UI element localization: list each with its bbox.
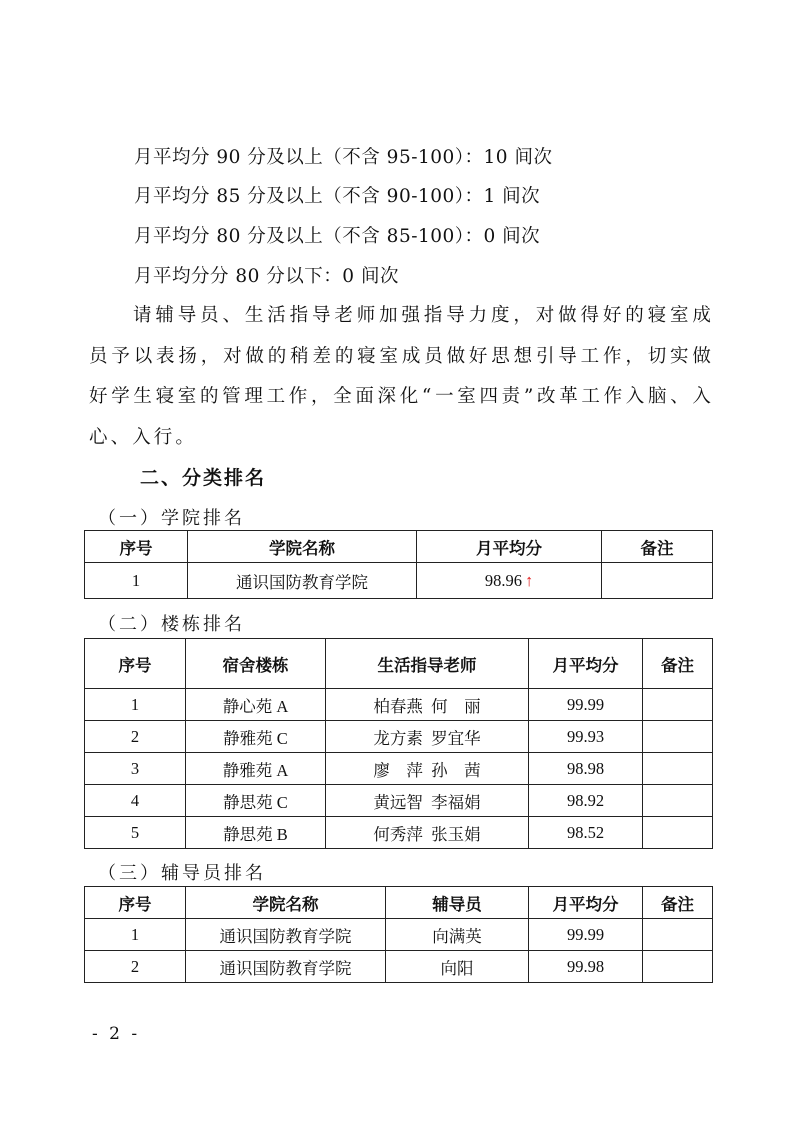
college-ranking-title: （一）学院排名	[98, 508, 245, 529]
note-cell	[643, 689, 713, 721]
score-value: 98.96	[484, 570, 522, 590]
teacher-cell: 何秀萍 张玉娟	[326, 817, 529, 849]
college-name-cell: 通识国防教育学院	[186, 919, 386, 951]
header-cell: 生活指导老师	[326, 639, 529, 689]
table-row	[85, 753, 713, 785]
header-cell: 序号	[85, 887, 186, 919]
building-cell: 静心苑 A	[186, 689, 326, 721]
rank-cell: 4	[85, 785, 186, 817]
stat-line-1: 月平均分 90 分及以上（不含 95-100）：10 间次	[134, 147, 553, 168]
score-cell: 99.99	[529, 919, 643, 951]
score-cell	[417, 563, 602, 599]
building-cell: 静思苑 B	[186, 817, 326, 849]
note-cell	[643, 753, 713, 785]
table-row	[85, 785, 713, 817]
rank-cell: 1	[85, 689, 186, 721]
score-cell: 99.98	[529, 951, 643, 983]
college-name-cell: 通识国防教育学院	[188, 563, 417, 599]
table-header-row	[85, 887, 713, 919]
score-cell: 98.92	[529, 785, 643, 817]
college-ranking-table	[84, 530, 713, 599]
section-title: 二、分类排名	[140, 467, 267, 489]
header-cell: 学院名称	[186, 887, 386, 919]
note-cell	[643, 785, 713, 817]
header-cell: 月平均分	[529, 887, 643, 919]
table-row	[85, 817, 713, 849]
header-cell: 备注	[602, 531, 713, 563]
header-cell: 备注	[643, 887, 713, 919]
rank-cell: 3	[85, 753, 186, 785]
header-cell: 月平均分	[417, 531, 602, 563]
building-ranking-table	[84, 638, 713, 849]
note-cell	[643, 919, 713, 951]
table-header-row	[85, 639, 713, 689]
instruction-paragraph: 请辅导员、生活指导老师加强指导力度，对做得好的寝室成员予以表扬，对做的稍差的寝室成员做好思想引导工作，切实做好学生寝室的管理工作，全面深化“一室四责”改革工作入脑、入心、入行。	[89, 305, 714, 448]
page-number: - 2 -	[92, 1024, 141, 1044]
teacher-cell: 柏春燕 何 丽	[326, 689, 529, 721]
table-row	[85, 951, 713, 983]
teacher-cell: 廖 萍 孙 茜	[326, 753, 529, 785]
arrow-up-icon: ↑	[524, 570, 534, 590]
table-row	[85, 919, 713, 951]
note-cell	[643, 721, 713, 753]
building-cell: 静雅苑 A	[186, 753, 326, 785]
table-row	[85, 563, 713, 599]
rank-cell: 2	[85, 951, 186, 983]
score-cell: 99.93	[529, 721, 643, 753]
stat-line-3: 月平均分 80 分及以上（不含 85-100）：0 间次	[134, 226, 541, 247]
teacher-cell: 龙方素 罗宜华	[326, 721, 529, 753]
note-cell	[602, 563, 713, 599]
rank-cell: 2	[85, 721, 186, 753]
counselor-ranking-title: （三）辅导员排名	[98, 863, 266, 884]
header-cell: 序号	[85, 639, 186, 689]
rank-cell: 1	[85, 563, 188, 599]
score-cell: 98.52	[529, 817, 643, 849]
building-cell: 静雅苑 C	[186, 721, 326, 753]
header-cell: 学院名称	[188, 531, 417, 563]
counselor-cell: 向阳	[386, 951, 529, 983]
building-cell: 静思苑 C	[186, 785, 326, 817]
rank-cell: 5	[85, 817, 186, 849]
header-cell: 月平均分	[529, 639, 643, 689]
header-cell: 序号	[85, 531, 188, 563]
table-row	[85, 689, 713, 721]
score-cell: 99.99	[529, 689, 643, 721]
table-header-row	[85, 531, 713, 563]
building-ranking-title: （二）楼栋排名	[98, 614, 245, 635]
rank-cell: 1	[85, 919, 186, 951]
header-cell: 备注	[643, 639, 713, 689]
note-cell	[643, 951, 713, 983]
counselor-ranking-table	[84, 886, 713, 983]
header-cell: 宿舍楼栋	[186, 639, 326, 689]
score-cell: 98.98	[529, 753, 643, 785]
counselor-cell: 向满英	[386, 919, 529, 951]
college-name-cell: 通识国防教育学院	[186, 951, 386, 983]
stat-line-2: 月平均分 85 分及以上（不含 90-100）：1 间次	[134, 186, 541, 207]
stat-line-4: 月平均分分 80 分以下：0 间次	[134, 266, 399, 287]
note-cell	[643, 817, 713, 849]
teacher-cell: 黄远智 李福娟	[326, 785, 529, 817]
header-cell: 辅导员	[386, 887, 529, 919]
table-row	[85, 721, 713, 753]
